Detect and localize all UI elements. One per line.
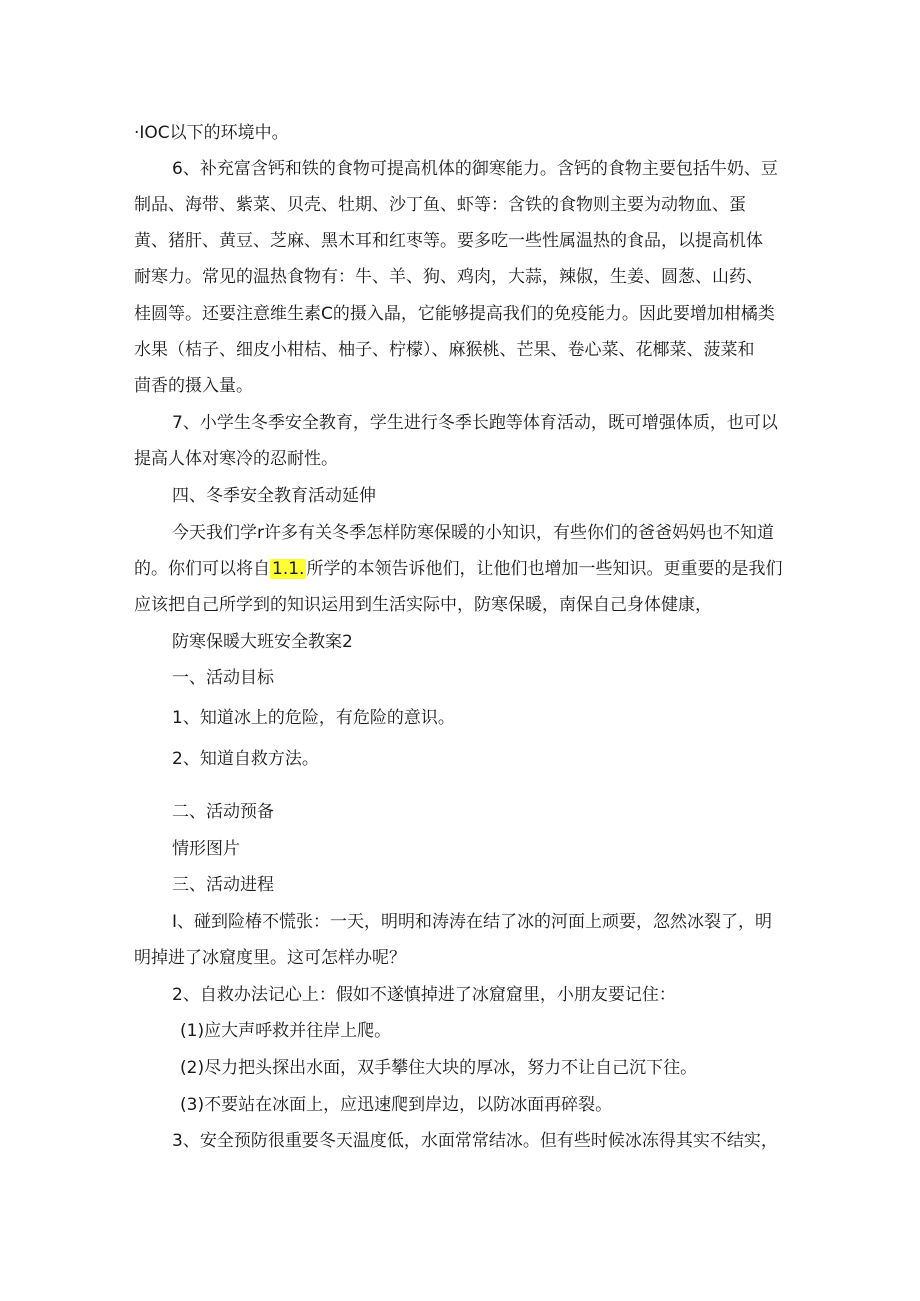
text-line: 今天我们学r许多有关冬季怎样防寒保暖的小知识，有些你们的爸爸妈妈也不知道 — [172, 523, 774, 543]
text-line: ·IOC以下的环境中。 — [134, 123, 289, 143]
text-segment: 的。你们可以将自 — [134, 559, 270, 579]
sub-list-item: (1)应大声呼救并往岸上爬。 — [180, 1021, 392, 1041]
text-line: 水果（桔子、细皮小柑桔、柚子、柠檬）、麻猴桃、芒果、卷心菜、花椰菜、菠菜和 — [134, 340, 755, 360]
text-line: 黄、猪肝、黄豆、芝麻、黑木耳和红枣等。要多吃一些性属温热的食品，以提高机体 — [134, 231, 763, 251]
text-segment: 所学的本领告诉他们，让他们也增加一些知识。更重要的是我们 — [306, 559, 783, 579]
section-heading-4: 四、冬季安全教育活动延伸 — [172, 486, 376, 506]
list-item: 3、安全预防很重要冬天温度低，水面常常结冰。但有些时候冰冻得其实不结实， — [172, 1131, 778, 1151]
text-line-with-highlight — [134, 557, 782, 581]
list-item: I、碰到险椿不慌张：一天，明明和涛涛在结了冰的河面上顽要，忽然冰裂了，明 — [172, 912, 773, 932]
section-heading-3: 三、活动进程 — [172, 875, 274, 895]
text-line: 应该把自己所学到的知识运用到生活实际中，防寒保暖，南保自己身体健康， — [134, 595, 712, 615]
text-line: 提高人体对寒冷的忍耐性。 — [134, 449, 338, 469]
sub-list-item: (2)尽力把头探出水面，双手攀住大块的厚冰，努力不让自己沉下往。 — [180, 1058, 698, 1078]
document-subtitle: 防寒保暖大班安全教案2 — [172, 632, 353, 652]
text-line: 茴香的摄入量。 — [134, 376, 253, 396]
sub-list-item: (3)不要站在冰面上，应迅速爬到岸边，以防冰面再碎裂。 — [180, 1095, 613, 1115]
paragraph-6-line: 6、补充富含钙和铁的食物可提高机体的御寒能力。含钙的食物主要包括牛奶、豆 — [172, 159, 778, 179]
text-line: 明掉进了冰窟度里。这可怎样办呢？ — [134, 948, 406, 968]
text-line: 制品、海带、紫菜、贝壳、牡期、沙丁鱼、虾等：含铁的食物则主要为动物血、蛋 — [134, 195, 746, 215]
text-line: 情形图片 — [172, 839, 240, 859]
list-item: 2、自救办法记心上：假如不遂慎掉进了冰窟窟里，小朋友要记住： — [172, 985, 676, 1005]
section-heading-1: 一、活动目标 — [172, 668, 274, 688]
text-line: 桂圆等。还要注意维生素C的摄入晶，它能够提高我们的免疫能力。因此要增加柑橘类 — [134, 304, 775, 324]
list-item: 1、知道冰上的危险，有危险的意识。 — [172, 708, 455, 728]
section-heading-2: 二、活动预备 — [172, 802, 274, 822]
paragraph-7-line: 7、小学生冬季安全教育，学生进行冬季长跑等体育活动，既可增强体质，也可以 — [172, 413, 778, 433]
highlighted-text: 1.1. — [272, 559, 305, 579]
text-line: 耐寒力。常见的温热食物有：牛、羊、狗、鸡肉，大蒜，辣俶，生姜、圆葱、山药、 — [134, 267, 763, 287]
list-item: 2、知道自救方法。 — [172, 749, 319, 769]
